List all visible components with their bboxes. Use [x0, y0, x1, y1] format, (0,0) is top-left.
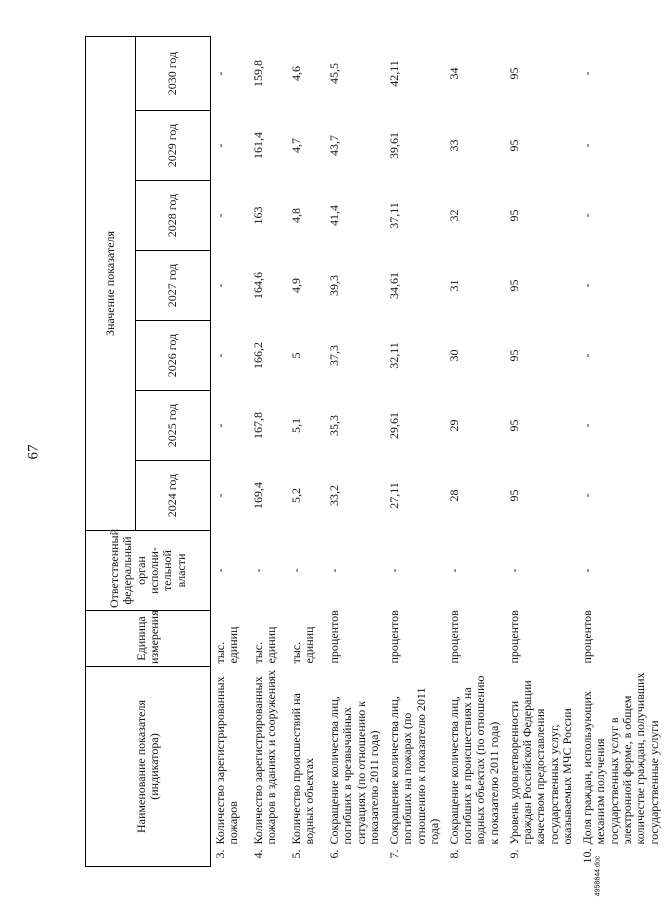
header-responsible: Ответственный федеральный орган исполни-тельной власти [86, 531, 211, 611]
value-cell: 5 [289, 352, 303, 359]
header-year: 2025 год [136, 391, 211, 461]
indicator-name: Сокращение количества лиц, погибших в чрезвычайных ситуациях (по отношению к показателю 2011 года) [327, 696, 382, 845]
value-cell: 159,8 [251, 60, 265, 87]
responsible-cell: - [289, 568, 303, 573]
value-cell: - [213, 353, 227, 358]
value-cell: 33 [446, 139, 461, 152]
document-footer: 4958644.doc [594, 855, 602, 897]
responsible-cell: - [579, 568, 594, 573]
unit-cell: тыс. единиц [251, 626, 279, 664]
value-cell: 163 [251, 206, 265, 225]
value-cell: 164,6 [251, 272, 265, 299]
unit-cell: процентов [327, 610, 341, 664]
unit-cell: тыс. единиц [289, 626, 317, 664]
row-number: 5. [289, 849, 303, 859]
value-cell: 95 [506, 349, 521, 362]
table-row [385, 36, 445, 866]
value-cell: - [579, 143, 594, 148]
table-row [211, 36, 250, 866]
value-cell: 95 [506, 279, 521, 292]
value-cell: 166,2 [251, 342, 265, 369]
indicator-name: Доля граждан, использующих механизм получения государственных услуг в электронной форме, в общем количестве граждан, получивших государственные услуги [579, 672, 661, 845]
unit-cell: процентов [386, 610, 401, 664]
value-cell: - [213, 423, 227, 428]
row-number: 7. [386, 849, 401, 859]
value-cell: - [579, 423, 594, 428]
value-cell: 32 [446, 209, 461, 222]
value-cell: 31 [446, 279, 461, 292]
responsible-cell: - [251, 568, 265, 573]
responsible-cell: - [506, 568, 521, 573]
row-number: 9. [506, 849, 521, 859]
row-number: 4. [251, 849, 265, 859]
value-cell: - [213, 283, 227, 288]
header-year: 2027 год [136, 251, 211, 321]
value-cell: 28 [446, 489, 461, 502]
header-unit: Единица измерения [86, 611, 211, 667]
value-cell: 32,11 [386, 342, 401, 369]
value-cell: 37,11 [386, 202, 401, 229]
value-cell: 167,8 [251, 412, 265, 439]
row-number: 3. [213, 849, 227, 859]
indicator-name: Количество происшествий на водных объектах [289, 693, 317, 845]
value-cell: 95 [506, 489, 521, 502]
indicator-name: Сокращение количества лиц, погибших в происшествиях на водных объектах (по отношению к показателю 2011 года) [446, 675, 501, 845]
value-cell: 43,7 [327, 135, 341, 156]
unit-cell: процентов [579, 610, 594, 664]
rotated-table-wrapper [85, 37, 661, 867]
header-values: Значение показателя [86, 36, 136, 530]
responsible-cell: - [213, 568, 227, 573]
row-number: 8. [446, 849, 461, 859]
value-cell: 29,61 [386, 412, 401, 439]
value-cell: 4,6 [289, 66, 303, 81]
responsible-cell: - [327, 568, 341, 573]
value-cell: 30 [446, 349, 461, 362]
value-cell: 45,5 [327, 63, 341, 84]
header-year: 2030 год [136, 36, 211, 110]
value-cell: - [579, 493, 594, 498]
value-cell: 169,4 [251, 482, 265, 509]
value-cell: 34 [446, 67, 461, 80]
value-cell: - [213, 143, 227, 148]
header-year: 2028 год [136, 181, 211, 251]
value-cell: 35,3 [327, 415, 341, 436]
header-year: 2024 год [136, 461, 211, 531]
value-cell: - [213, 493, 227, 498]
unit-cell: процентов [446, 610, 461, 664]
responsible-cell: - [446, 568, 461, 573]
table-row [325, 36, 385, 866]
value-cell: - [213, 213, 227, 218]
value-cell: 95 [506, 209, 521, 222]
value-cell: - [579, 213, 594, 218]
value-cell: 95 [506, 419, 521, 432]
value-cell: 33,2 [327, 485, 341, 506]
value-cell: 39,61 [386, 132, 401, 159]
value-cell: 39,3 [327, 275, 341, 296]
unit-cell: процентов [506, 610, 521, 664]
table-row [445, 36, 505, 866]
value-cell: 34,61 [386, 272, 401, 299]
header-year: 2029 год [136, 111, 211, 181]
value-cell: 29 [446, 419, 461, 432]
value-cell: 42,11 [386, 60, 401, 87]
value-cell: - [213, 71, 227, 76]
value-cell: 4,7 [289, 138, 303, 153]
indicator-name: Уровень удовлетворенности граждан Российской Федерации качеством предоставления государственных услуг, оказываемых МЧС России [506, 680, 575, 845]
value-cell: 41,4 [327, 205, 341, 226]
value-cell: 5,1 [289, 418, 303, 433]
indicator-name: Количество зарегистрированных пожаров [213, 676, 241, 845]
value-cell: - [579, 353, 594, 358]
value-cell: 4,8 [289, 208, 303, 223]
unit-cell: тыс. единиц [213, 626, 241, 664]
value-cell: 161,4 [251, 132, 265, 159]
indicator-name: Количество зарегистрированных пожаров в зданиях и сооружениях [251, 669, 279, 845]
value-cell: 37,3 [327, 345, 341, 366]
header-indicator-name: Наименование показателя (индикатора) [86, 667, 211, 867]
table-row [287, 36, 325, 866]
value-cell: 95 [506, 139, 521, 152]
value-cell: 5,2 [289, 488, 303, 503]
page-number: 67 [25, 444, 42, 460]
table-row [249, 36, 287, 866]
value-cell: 27,11 [386, 482, 401, 509]
value-cell: 4,9 [289, 278, 303, 293]
responsible-cell: - [386, 568, 401, 573]
value-cell: - [579, 71, 594, 76]
row-number: 10. [579, 848, 594, 864]
indicators-table [85, 36, 664, 867]
value-cell: - [579, 283, 594, 288]
table-row [505, 36, 578, 866]
indicator-name: Сокращение количества лиц, погибших на пожарах (по отношению к показателю 2011 года) [386, 687, 442, 845]
row-number: 6. [327, 849, 341, 859]
value-cell: 95 [506, 67, 521, 80]
table-row [578, 36, 664, 866]
header-year: 2026 год [136, 321, 211, 391]
